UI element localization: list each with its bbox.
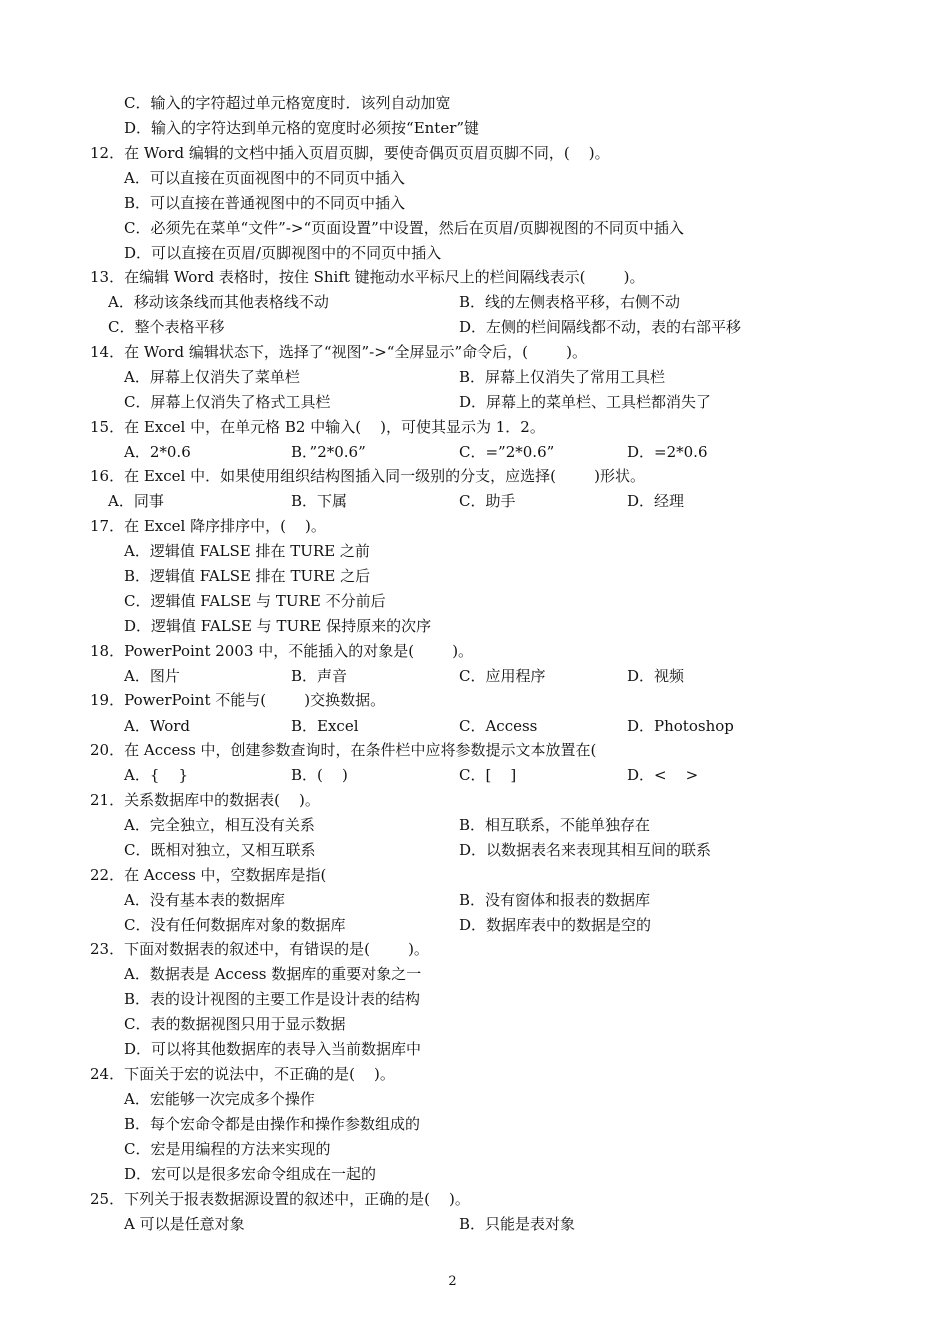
q19-option-c: C．Access: [459, 717, 538, 735]
q22-option-b: B．没有窗体和报表的数据库: [459, 891, 651, 909]
q17-option-c: C．逻辑值 FALSE 与 TURE 不分前后: [124, 592, 386, 610]
q13-stem: 13．在编辑 Word 表格时，按住 Shift 键拖动水平标尺上的栏间隔线表示( )。: [90, 268, 645, 286]
q15-option-a: A．2*0.6: [124, 443, 191, 461]
q18-option-d: D．视频: [627, 667, 685, 685]
q25-option-a: A 可以是任意对象: [124, 1215, 245, 1233]
q12-stem: 12．在 Word 编辑的文档中插入页眉页脚，要使奇偶页页眉页脚不同，( )。: [90, 144, 610, 162]
q17-option-b: B．逻辑值 FALSE 排在 TURE 之后: [124, 567, 371, 585]
q23-option-d: D．可以将其他数据库的表导入当前数据库中: [124, 1040, 422, 1058]
q14-option-b: B．屏幕上仅消失了常用工具栏: [459, 368, 666, 386]
q20-option-d: D．< >: [627, 766, 699, 784]
q11-option-c: C．输入的字符超过单元格宽度时．该列自动加宽: [124, 94, 451, 112]
q24-stem: 24．下面关于宏的说法中，不正确的是( )。: [90, 1065, 395, 1083]
q13-option-a: A．移动该条线而其他表格线不动: [108, 293, 329, 311]
q19-option-a: A．Word: [124, 717, 191, 735]
q24-option-d: D．宏可以是很多宏命令组成在一起的: [124, 1165, 377, 1183]
q22-option-d: D．数据库表中的数据是空的: [459, 916, 652, 934]
q18-option-b: B．声音: [291, 667, 348, 685]
q14-stem: 14．在 Word 编辑状态下，选择了“视图”->“全屏显示”命令后，( )。: [90, 343, 587, 361]
q15-option-d: D．=2*0.6: [627, 443, 708, 461]
q20-option-a: A．{ }: [124, 766, 188, 784]
q14-option-c: C．屏幕上仅消失了格式工具栏: [124, 393, 331, 411]
q16-option-c: C．助手: [459, 492, 516, 510]
q11-option-d: D．输入的字符达到单元格的宽度时必须按“Enter”键: [124, 119, 480, 137]
q20-option-c: C．[ ]: [459, 766, 517, 784]
q20-option-b: B．( ): [291, 766, 348, 784]
q12-option-d: D．可以直接在页眉/页脚视图中的不同页中插入: [124, 244, 442, 262]
q18-stem: 18．PowerPoint 2003 中，不能插入的对象是( )。: [90, 642, 474, 660]
q23-option-a: A．数据表是 Access 数据库的重要对象之一: [124, 965, 422, 983]
q12-option-c: C．必须先在菜单“文件”->“页面设置”中设置，然后在页眉/页脚视图的不同页中插入: [124, 219, 684, 237]
page-number: 2: [448, 1274, 457, 1289]
q24-option-a: A．宏能够一次完成多个操作: [124, 1090, 315, 1108]
q16-option-b: B．下属: [291, 492, 348, 510]
q21-option-a: A．完全独立，相互没有关系: [124, 816, 315, 834]
q15-stem: 15．在 Excel 中，在单元格 B2 中输入( )，可使其显示为 1．2。: [90, 418, 545, 436]
q23-option-c: C．表的数据视图只用于显示数据: [124, 1015, 346, 1033]
q13-option-b: B．线的左侧表格平移，右侧不动: [459, 293, 681, 311]
q22-option-c: C．没有任何数据库对象的数据库: [124, 916, 346, 934]
q24-option-b: B．每个宏命令都是由操作和操作参数组成的: [124, 1115, 421, 1133]
q14-option-a: A．屏幕上仅消失了菜单栏: [124, 368, 300, 386]
q15-option-c: C．=”2*0.6”: [459, 443, 555, 461]
q17-option-d: D．逻辑值 FALSE 与 TURE 保持原来的次序: [124, 617, 432, 635]
q14-option-d: D．屏幕上的菜单栏、工具栏都消失了: [459, 393, 712, 411]
q20-stem: 20．在 Access 中，创建参数查询时，在条件栏中应将参数提示文本放置在(: [90, 741, 597, 759]
q19-option-d: D．Photoshop: [627, 717, 734, 735]
q15-option-b: B．”2*0.6”: [291, 443, 366, 461]
q25-option-b: B．只能是表对象: [459, 1215, 576, 1233]
q12-option-b: B．可以直接在普通视图中的不同页中插入: [124, 194, 406, 212]
q21-option-c: C．既相对独立，又相互联系: [124, 841, 316, 859]
q16-option-a: A．同事: [108, 492, 164, 510]
q23-stem: 23．下面对数据表的叙述中，有错误的是( )。: [90, 940, 429, 958]
q19-option-b: B．Excel: [291, 717, 359, 735]
q17-stem: 17．在 Excel 降序排序中，( )。: [90, 517, 326, 535]
q18-option-c: C．应用程序: [459, 667, 546, 685]
q13-option-d: D．左侧的栏间隔线都不动，表的右部平移: [459, 318, 742, 336]
q17-option-a: A．逻辑值 FALSE 排在 TURE 之前: [124, 542, 370, 560]
q16-option-d: D．经理: [627, 492, 685, 510]
q25-stem: 25．下列关于报表数据源设置的叙述中，正确的是( )。: [90, 1190, 470, 1208]
q22-option-a: A．没有基本表的数据库: [124, 891, 285, 909]
q21-stem: 21．关系数据库中的数据表( )。: [90, 791, 320, 809]
q22-stem: 22．在 Access 中，空数据库是指(: [90, 866, 327, 884]
q19-stem: 19．PowerPoint 不能与( )交换数据。: [90, 691, 386, 709]
q23-option-b: B．表的设计视图的主要工作是设计表的结构: [124, 990, 421, 1008]
q21-option-d: D．以数据表名来表现其相互间的联系: [459, 841, 712, 859]
q21-option-b: B．相互联系，不能单独存在: [459, 816, 651, 834]
q12-option-a: A．可以直接在页面视图中的不同页中插入: [124, 169, 405, 187]
q16-stem: 16．在 Excel 中．如果使用组织结构图插入同一级别的分支，应选择( )形状。: [90, 467, 645, 485]
q24-option-c: C．宏是用编程的方法来实现的: [124, 1140, 331, 1158]
q18-option-a: A．图片: [124, 667, 180, 685]
q13-option-c: C．整个表格平移: [108, 318, 225, 336]
